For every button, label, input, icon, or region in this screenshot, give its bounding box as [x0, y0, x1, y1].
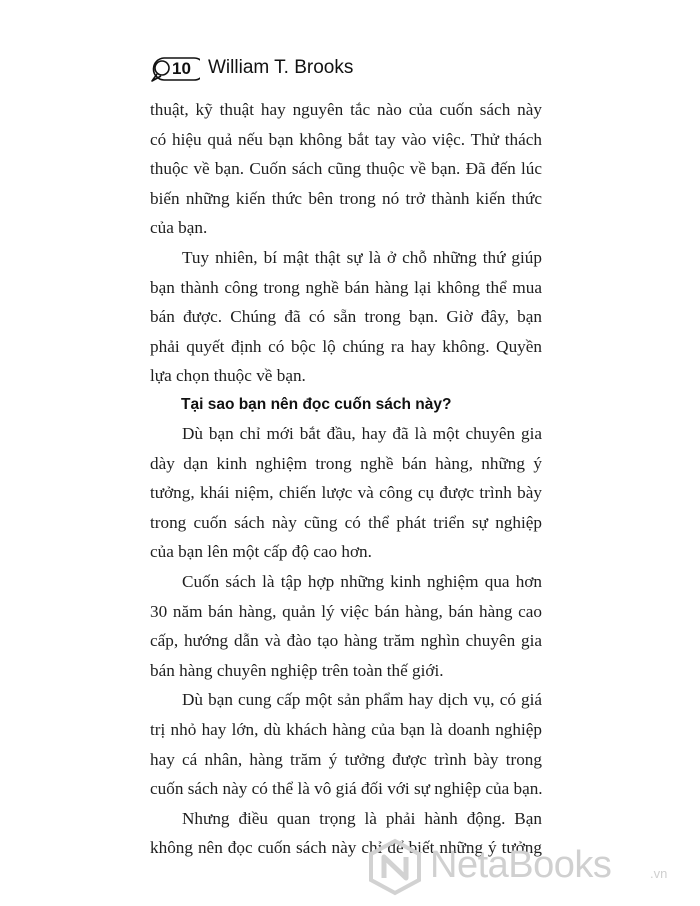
text-line: trong cuốn sách này cũng có thể phát triển sự nghiệp: [150, 512, 542, 532]
body-text-section-1: [150, 95, 542, 391]
text-line: phải quyết định có bộc lộ chúng ra hay không. Quyền: [150, 336, 542, 356]
text-line: lựa chọn thuộc về bạn.: [150, 366, 306, 386]
body-text-section-2: [150, 419, 542, 863]
text-line: Tuy nhiên, bí mật thật sự là ở chỗ những thứ giúp: [182, 247, 542, 267]
text-line: biến những kiến thức bên trong nó trở thành kiến thức: [150, 188, 542, 208]
text-line: bán được. Chúng đã có sẵn trong bạn. Giờ đây, bạn: [150, 307, 542, 327]
text-line: Dù bạn cung cấp một sản phẩm hay dịch vụ, có giá: [182, 690, 542, 710]
page-number-badge: [150, 55, 200, 83]
watermark: [366, 838, 696, 898]
watermark-domain-suffix: .vn: [650, 866, 668, 881]
running-header-author: William T. Brooks: [208, 57, 354, 78]
text-line: dày dạn kinh nghiệm trong nghề bán hàng, những ý: [150, 453, 542, 473]
text-line: có hiệu quả nếu bạn không bắt tay vào việc. Thử thách: [150, 129, 542, 149]
text-line: Cuốn sách là tập hợp những kinh nghiệm qua hơn: [182, 571, 542, 591]
text-line: thuật, kỹ thuật hay nguyên tắc nào của cuốn sách này: [150, 100, 542, 119]
text-line: của bạn.: [150, 218, 208, 238]
text-line: cấp, hướng dẫn và đào tạo hàng trăm nghìn chuyên gia: [150, 631, 542, 651]
text-line: Nhưng điều quan trọng là phải hành động. Bạn: [182, 808, 542, 828]
text-line: của bạn lên một cấp độ cao hơn.: [150, 542, 372, 562]
watermark-brand: NetaBooks: [430, 844, 612, 886]
page-number: 10: [172, 59, 191, 78]
section-heading: Tại sao bạn nên đọc cuốn sách này?: [181, 396, 452, 413]
text-line: hay cá nhân, hàng trăm ý tưởng được trình bày trong: [150, 749, 542, 769]
text-line: bán hàng chuyên nghiệp trên toàn thế giới.: [150, 660, 444, 680]
text-line: tưởng, khái niệm, chiến lược và công cụ được trình bày: [150, 483, 542, 503]
text-line: thuộc về bạn. Cuốn sách cũng thuộc về bạn. Đã đến lúc: [150, 159, 542, 179]
text-line: cuốn sách này có thể là vô giá đối với sự nghiệp của bạn.: [150, 779, 543, 799]
text-line: Dù bạn chỉ mới bắt đầu, hay đã là một chuyên gia: [182, 424, 542, 443]
text-line: 30 năm bán hàng, quản lý việc bán hàng, bán hàng cao: [150, 601, 542, 621]
running-header: [150, 55, 570, 85]
netabooks-logo-icon: [366, 838, 424, 896]
text-line: trị nhỏ hay lớn, dù khách hàng của bạn là doanh nghiệp: [150, 719, 542, 739]
text-line: không nên đọc cuốn sách này chỉ để biết những ý tưởng: [150, 838, 542, 858]
text-line: bạn thành công trong nghề bán hàng lại không thể mua: [150, 277, 542, 297]
